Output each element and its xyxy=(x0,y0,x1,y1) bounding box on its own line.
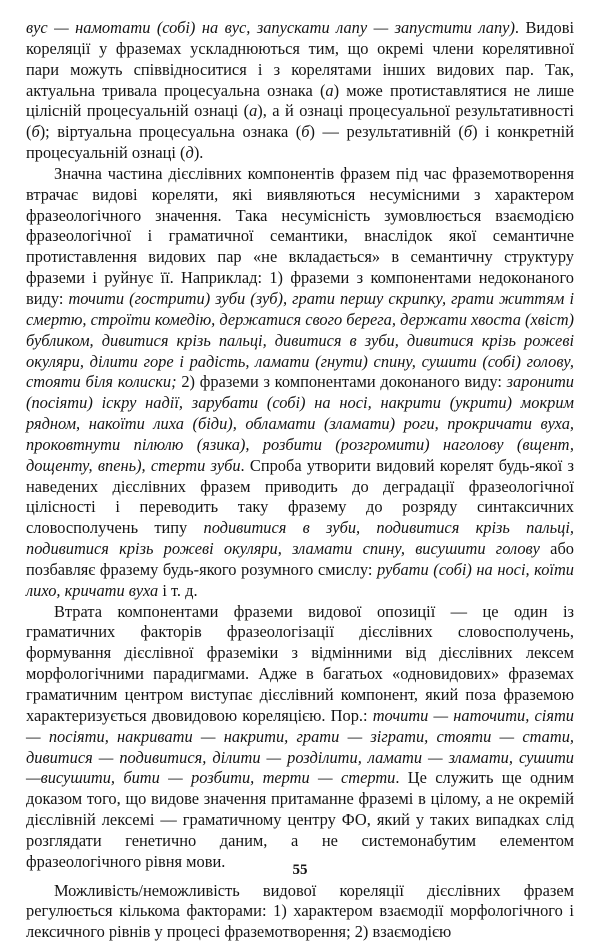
italic-example: подивитися в зуби, подивитися крізь пальці, подивитися крізь рожеві окуляри, зламати спину, висушити голову xyxy=(26,518,574,559)
italic-example: заронити (посіяти) іскру надії, зарубати (собі) на носі, накрити (укрити) мокрим рядном, накоїти лиха (біди), обламати (зламати) роги, прокричати вуха, проковтнути пілюлю (язика), розбити (розгромити) наголову (вщент, дощенту, впень), стерти зуби xyxy=(26,372,574,475)
text-run: ) і конкретній процесуальній ознаці ( xyxy=(26,122,574,163)
text-run: ) — результативній ( xyxy=(309,122,464,142)
page-number: 55 xyxy=(292,862,308,878)
italic-example: б xyxy=(31,122,40,142)
text-run: Можливість/неможливість видової кореляції дієслівних фразем регулюється кількома факторами: 1) характером взаємодії морфологічного і лексичного рівнів у процесі фраземотворення; 2) взаємодією xyxy=(26,880,574,942)
italic-example: а xyxy=(325,80,334,100)
text-run: ) може протиставлятися не лише цілісній процесуальній ознаці ( xyxy=(26,80,574,121)
text-run: ); віртуальна процесуальна ознака ( xyxy=(39,122,302,142)
paragraph xyxy=(26,602,574,873)
italic-example: б xyxy=(463,122,473,142)
italic-example: б xyxy=(301,122,310,142)
text-run: ), а й ознаці процесуальної результативності ( xyxy=(26,101,574,142)
body-text xyxy=(26,18,574,943)
italic-example: точити — наточити, сіяти — посіяти, накривати — накрити, грати — зіграти, стояти — стати, дивитися — подивитися, ділити — розділити, ламати — зламати, сушити —висушити, бити — розбити, терти — стерти xyxy=(26,705,574,788)
text-run: . Спроба утворити видовий корелят будь-якої з наведених дієслівних фразем приводить до деградації фразеологічної цілісності і переводить таку фразему до розряду синтаксичних словосполучень типу xyxy=(26,455,574,538)
italic-example: д xyxy=(185,143,194,163)
text-run: ). xyxy=(193,143,204,163)
text-run: Значна частина дієслівних компонентів фразем під час фраземотворення втрачає видові кореляти, які виявляються несумісними з характером фразеологічного значення. Така несумісність зумовлюється взаємодією фразеологічної і граматичної семантики, внаслідок якої семантичне протиставлення видових пар «не вкладається» в семантичну структуру фраземи і руйнує її. Наприклад: 1) фраземи з компонентами недоконаного виду: xyxy=(26,163,574,308)
italic-example: точити (гострити) зуби (зуб), грати першу скрипку, грати життям і смертю, строїти комедію, держатися свого берега, держати хвоста (хвіст) бубликом, дивитися крізь пальці, дивитися в зуби, дивитися крізь рожеві окуляри, ділити горе і радість, ламати (гнути) спину, сушити (собі) голову, стояти біля колиски; xyxy=(26,288,574,392)
text-run: . Видові кореляції у фраземах ускладнюються тим, що окремі члени корелятивної пари можуть співвідноситися і з корелятами інших видових пар. Так, актуальна тривала процесуальна ознака ( xyxy=(26,18,575,100)
text-run: . Це служить ще одним доказом того, що видове значення притаманне фраземі в цілому, а не окремій дієслівній лексемі — граматичному центру ФО, який у таких випадках слід розглядати генетично даним, а не системонабутим елементом фразеологічного рівня мови. xyxy=(26,768,574,871)
text-run: 2) фраземи з компонентами доконаного виду: xyxy=(176,372,507,392)
paragraph xyxy=(26,18,574,164)
paragraph xyxy=(26,164,574,602)
italic-example: рубати (собі) на носі, коїти лихо, кричати вуха xyxy=(26,559,575,600)
italic-example: а xyxy=(249,101,258,121)
paragraph xyxy=(26,881,574,943)
text-run: Втрата компонентами фраземи видової опозиції — це один із граматичних факторів фразеологізації дієслівних словосполучень, формування дієслівної фраземіки з відмінними від дієслівних лексем морфологічними парадигмами. Адже в багатьох «одновидових» фраземах граматичним центром виступає дієслівний компонент, який поза фраземою характеризується двовидовою кореляцією. Пор.: xyxy=(26,601,574,725)
italic-example: вус — намотати (собі) на вус, запускати лапу — запустити лапу) xyxy=(26,18,515,37)
text-run: або позбавляє фразему будь-якого розумного смислу: xyxy=(26,539,574,579)
text-run: і т. д. xyxy=(158,580,198,600)
